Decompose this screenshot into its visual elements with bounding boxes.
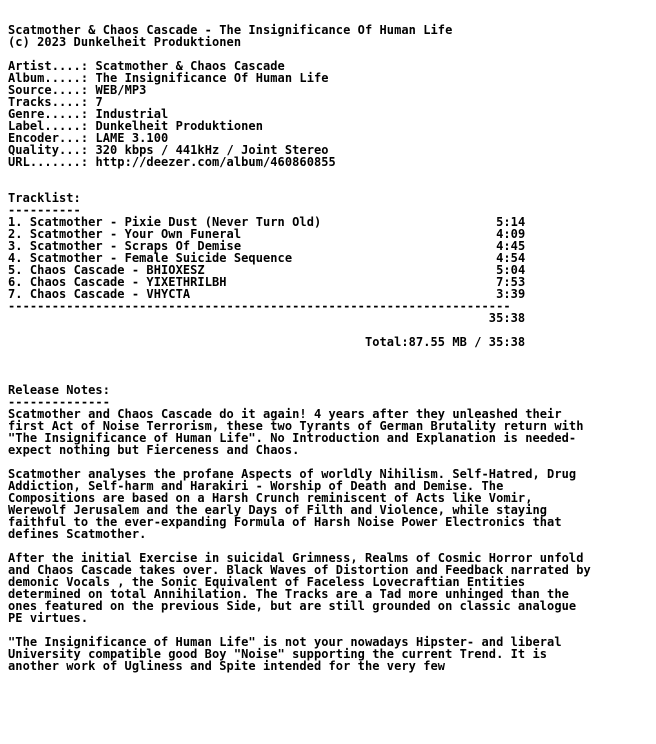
release-notes-line: "The Insignificance of Human Life". No Introduction and Explanation is needed- [8,431,577,445]
tracklist-underline: ---------- [8,203,81,217]
total-time-line [8,312,591,324]
track-list [8,216,591,300]
info-value: Industrial [95,107,169,121]
nfo-document [8,24,591,672]
release-notes-line: University compatible good Boy "Noise" supporting the current Trend. It is [8,647,548,661]
release-notes-line: another work of Ugliness and Spite intended for the very few [8,659,446,673]
info-value: 7 [95,95,103,109]
track-number: 5. [8,263,23,277]
track-title: Chaos Cascade - VHYCTA [29,287,191,301]
track-time: 3:39 [496,287,526,301]
copyright-line: (c) 2023 Dunkelheit Produktionen [8,35,242,49]
blank-line [8,360,591,372]
track-number: 7. [8,287,23,301]
info-label: Source....: [8,83,89,97]
track-title: Scatmother - Pixie Dust (Never Turn Old) [29,215,322,229]
info-label: Genre.....: [8,107,89,121]
total-time: 35:38 [488,311,526,325]
release-notes-line: expect nothing but Fierceness and Chaos. [8,443,300,457]
info-label: Artist....: [8,59,89,73]
release-notes-line: Addiction, Self-harm and Harakiri - Worship of Death and Demise. The [8,479,504,493]
release-notes-line: faithful to the ever-expanding Formula of Harsh Noise Power Electronics that [8,515,562,529]
release-notes-line: ones featured on the previous Side, but are still grounded on classic analogue [8,599,577,613]
track-title: Scatmother - Your Own Funeral [29,227,242,241]
track-time: 4:54 [496,251,526,265]
release-notes-line: Compositions are based on a Harsh Crunch reminiscent of Acts like Vomir, [8,491,533,505]
release-notes-line: and Chaos Cascade takes over. Black Waves of Distortion and Feedback narrated by [8,563,591,577]
release-notes-underline: -------------- [8,395,110,409]
release-notes-line: Scatmother and Chaos Cascade do it again! 4 years after they unleashed their [8,407,562,421]
release-notes-line: Werewolf Jerusalem and the early Days of Filth and Violence, while staying [8,503,548,517]
blank-line [8,348,591,360]
release-notes-line: defines Scatmother. [8,527,147,541]
track-time: 7:53 [496,275,526,289]
track-number: 6. [8,275,23,289]
info-label: Quality...: [8,143,89,157]
release-notes-line: Scatmother analyses the profane Aspects of worldly Nihilism. Self-Hatred, Drug [8,467,577,481]
info-value: Scatmother & Chaos Cascade [95,59,285,73]
release-notes-line: demonic Vocals , the Sonic Equivalent of Faceless Lovecraftian Entities [8,575,526,589]
info-value: Dunkelheit Produktionen [95,119,263,133]
info-value: The Insignificance Of Human Life [95,71,329,85]
track-title: Scatmother - Female Suicide Sequence [29,251,293,265]
release-notes-body [8,408,591,672]
track-time: 5:04 [496,263,526,277]
info-label: URL.......: [8,155,89,169]
info-value: 320 kbps / 441kHz / Joint Stereo [95,143,329,157]
info-label: Encoder...: [8,131,89,145]
blank-line [8,168,591,180]
tracklist-heading: Tracklist: [8,191,81,205]
release-notes-line: first Act of Noise Terrorism, these two Tyrants of German Brutality return with [8,419,584,433]
info-label: Album.....: [8,71,89,85]
info-row [8,156,591,168]
track-title: Chaos Cascade - YIXETHRILBH [29,275,227,289]
tracklist-separator: --------------------------------------------------------------------- [8,299,511,313]
info-value: LAME 3.100 [95,131,169,145]
release-title: Scatmother & Chaos Cascade - The Insignificance Of Human Life [8,23,453,37]
release-notes-line: "The Insignificance of Human Life" is not your nowadays Hipster- and liberal [8,635,562,649]
info-block [8,60,591,168]
track-number: 4. [8,251,23,265]
track-time: 5:14 [496,215,526,229]
blank-line [8,180,591,192]
track-title: Chaos Cascade - BHIOXESZ [29,263,205,277]
info-value: WEB/MP3 [95,83,147,97]
track-time: 4:09 [496,227,526,241]
info-value: http://deezer.com/album/460860855 [95,155,336,169]
track-title: Scatmother - Scraps Of Demise [29,239,242,253]
track-number: 3. [8,239,23,253]
track-number: 1. [8,215,23,229]
release-notes-line: After the initial Exercise in suicidal Grimness, Realms of Cosmic Horror unfold [8,551,584,565]
track-time: 4:45 [496,239,526,253]
info-label: Tracks....: [8,95,89,109]
release-notes-line: determined on total Annihilation. The Tracks are a Tad more unhinged than the [8,587,569,601]
release-notes-heading: Release Notes: [8,383,110,397]
info-label: Label.....: [8,119,89,133]
track-number: 2. [8,227,23,241]
release-notes-line: PE virtues. [8,611,89,625]
total-summary: Total:87.55 MB / 35:38 [364,335,526,349]
total-summary-line [8,336,591,348]
